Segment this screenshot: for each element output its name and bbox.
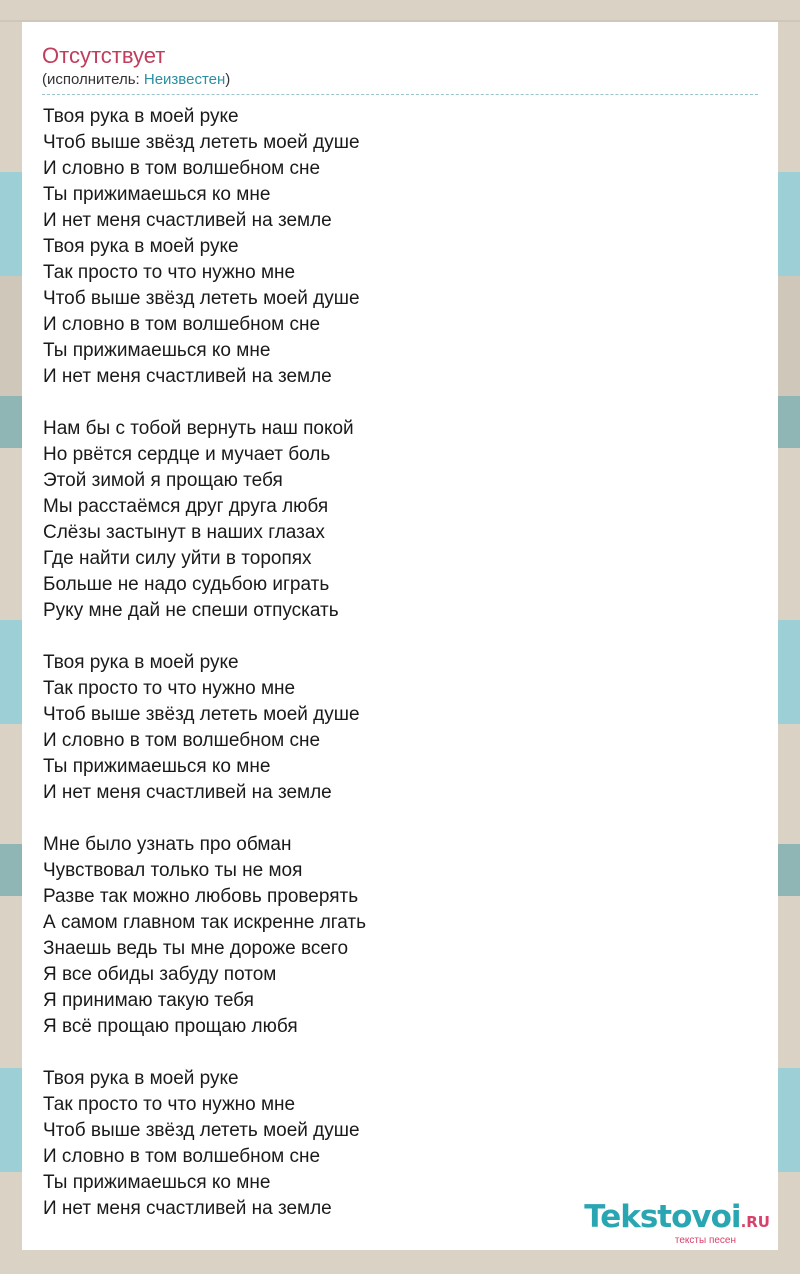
- logo-tagline: тексты песен: [674, 1235, 736, 1246]
- logo-domain: .RU: [740, 1213, 770, 1231]
- lyric-line: Твоя рука в моей руке: [43, 1068, 239, 1089]
- lyric-line: И нет меня счастливей на земле: [43, 210, 332, 231]
- lyric-line: Я всё прощаю прощаю любя: [43, 1016, 298, 1037]
- lyric-line: Чтоб выше звёзд лететь моей душе: [43, 704, 360, 725]
- lyric-line: Чтоб выше звёзд лететь моей душе: [43, 288, 360, 309]
- lyric-line: Твоя рука в моей руке: [43, 652, 239, 673]
- lyrics-card: [22, 22, 778, 1250]
- lyric-line: Чувствовал только ты не моя: [43, 860, 303, 881]
- lyric-line: Разве так можно любовь проверять: [43, 886, 359, 907]
- artist-line: [42, 70, 758, 95]
- stanza: [43, 416, 759, 624]
- lyric-line: А самом главном так искренне лгать: [43, 912, 367, 933]
- logo-name: Tekstovoi: [584, 1199, 741, 1235]
- stanza: [43, 650, 759, 806]
- logo-wordmark: [584, 1201, 770, 1238]
- site-logo[interactable]: [584, 1201, 770, 1246]
- lyric-line: Мы расстаёмся друг друга любя: [43, 496, 329, 517]
- lyric-line: Руку мне дай не спеши отпускать: [43, 600, 339, 621]
- lyric-line: Я принимаю такую тебя: [43, 990, 254, 1011]
- lyric-line: И нет меня счастливей на земле: [43, 782, 332, 803]
- lyric-line: Ты прижимаешься ко мне: [43, 340, 271, 361]
- lyric-line: Где найти силу уйти в торопях: [43, 548, 312, 569]
- lyric-line: Знаешь ведь ты мне дороже всего: [43, 938, 349, 959]
- artist-prefix: (исполнитель:: [42, 71, 144, 88]
- lyric-line: И словно в том волшебном сне: [43, 1146, 321, 1167]
- lyric-line: Мне было узнать про обман: [43, 834, 292, 855]
- artist-suffix: ): [225, 71, 231, 88]
- lyric-line: Твоя рука в моей руке: [43, 106, 239, 127]
- stanza: [43, 104, 759, 390]
- song-header: [42, 42, 758, 95]
- lyric-line: И нет меня счастливей на земле: [43, 1198, 332, 1219]
- lyric-line: И нет меня счастливей на земле: [43, 366, 332, 387]
- artist-link[interactable]: Неизвестен: [143, 71, 226, 88]
- lyric-line: Этой зимой я прощаю тебя: [43, 470, 283, 491]
- lyric-line: Чтоб выше звёзд лететь моей душе: [43, 132, 360, 153]
- lyric-line: И словно в том волшебном сне: [43, 730, 321, 751]
- lyric-line: Так просто то что нужно мне: [43, 678, 296, 699]
- lyric-line: Чтоб выше звёзд лететь моей душе: [43, 1120, 360, 1141]
- lyric-line: Но рвётся сердце и мучает боль: [43, 444, 331, 465]
- lyric-line: Так просто то что нужно мне: [43, 1094, 296, 1115]
- lyric-line: И словно в том волшебном сне: [43, 314, 321, 335]
- lyric-line: Нам бы с тобой вернуть наш покой: [43, 418, 354, 439]
- lyric-line: Твоя рука в моей руке: [43, 236, 239, 257]
- lyric-line: Так просто то что нужно мне: [43, 262, 296, 283]
- lyric-line: Ты прижимаешься ко мне: [43, 184, 271, 205]
- lyric-line: Больше не надо судьбою играть: [43, 574, 330, 595]
- song-title: Отсутствует: [42, 43, 166, 68]
- lyric-line: И словно в том волшебном сне: [43, 158, 321, 179]
- lyrics-text: [43, 104, 759, 1248]
- lyric-line: Ты прижимаешься ко мне: [43, 756, 271, 777]
- lyric-line: Слёзы застынут в наших глазах: [43, 522, 325, 543]
- lyric-line: Я все обиды забуду потом: [43, 964, 277, 985]
- stanza: [43, 832, 759, 1040]
- lyric-line: Ты прижимаешься ко мне: [43, 1172, 271, 1193]
